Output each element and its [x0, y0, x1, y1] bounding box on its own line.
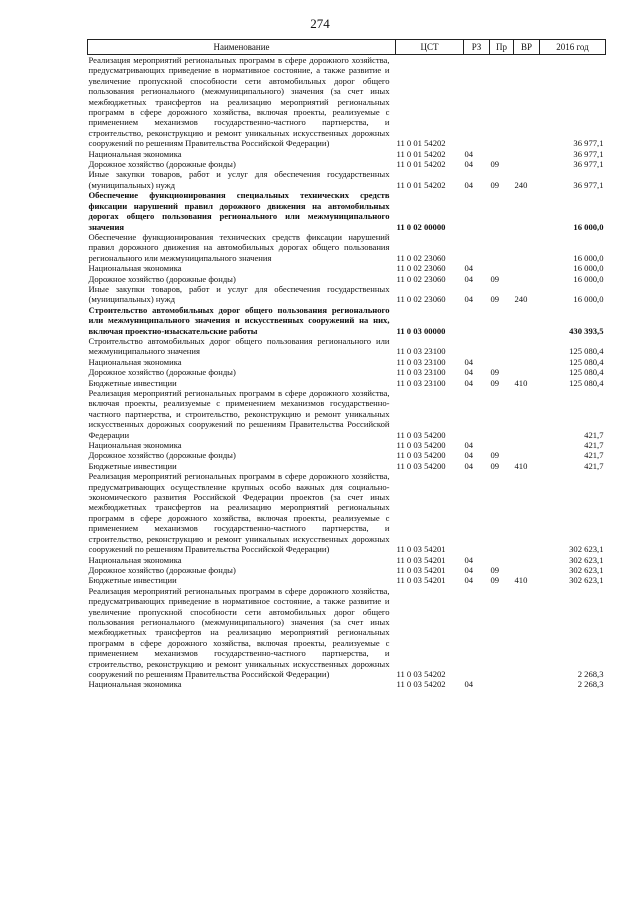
- cell-cst: 11 0 03 23100: [396, 346, 446, 357]
- cell-cst: 11 0 02 23060: [396, 273, 446, 284]
- cell-cst: 11 0 03 54200: [396, 440, 446, 451]
- table-row: [88, 232, 606, 263]
- cell-pr: 09: [490, 179, 500, 190]
- cell-rz: 04: [464, 263, 474, 274]
- cell-name: Строительство автомобильных дорог общего пользования регионального или межмуниципального значения: [88, 335, 390, 357]
- table-row: [88, 388, 606, 440]
- cell-cst: 11 0 01 54202: [396, 148, 446, 159]
- cell-pr: [490, 263, 514, 273]
- cell-rz: 04: [464, 367, 474, 378]
- cell-name: Дорожное хозяйство (дорожные фонды): [88, 450, 236, 461]
- cell-vr: [514, 679, 540, 689]
- cell-cst: 11 0 02 00000: [396, 221, 446, 232]
- cell-value: 36 977,1: [573, 138, 604, 149]
- cell-vr: [514, 55, 540, 149]
- table-row: [88, 357, 606, 367]
- cell-name: Бюджетные инвестиции: [88, 377, 177, 388]
- cell-value: 421,7: [584, 460, 604, 471]
- table-header: [88, 40, 606, 55]
- cell-rz: 04: [464, 377, 474, 388]
- cell-vr: 240: [514, 294, 528, 305]
- cell-rz: [464, 586, 490, 680]
- cell-value: 2 268,3: [577, 668, 604, 679]
- cell-vr: [514, 586, 540, 680]
- cell-value: 302 623,1: [569, 554, 604, 565]
- table-row: [88, 274, 606, 284]
- cell-name: Национальная экономика: [88, 554, 182, 565]
- cell-cst: 11 0 03 23100: [396, 377, 446, 388]
- cell-pr: [490, 190, 514, 232]
- cell-pr: 09: [490, 575, 500, 586]
- cell-pr: [490, 305, 514, 336]
- cell-pr: [490, 471, 514, 554]
- table-row: [88, 367, 606, 377]
- cell-cst: 11 0 03 54201: [396, 554, 446, 565]
- table-row: [88, 450, 606, 460]
- cell-name: Обеспечение функционирования специальных технических средств фиксации нарушений правил дорожного движения на автомобильных дорогах общего пользования регионального или межмуниципального значения: [88, 190, 390, 232]
- cell-name: Дорожное хозяйство (дорожные фонды): [88, 564, 236, 575]
- cell-rz: [464, 232, 490, 263]
- table-row: [88, 284, 606, 305]
- cell-name: Обеспечение функционирования технических средств фиксации нарушений правил дорожного движения на автомобильных дорогах общего пользования регионального или межмуниципального значения: [88, 231, 390, 263]
- cell-cst: 11 0 03 54200: [396, 460, 446, 471]
- table-row: [88, 575, 606, 585]
- table-body: [88, 55, 606, 690]
- cell-name: Национальная экономика: [88, 263, 182, 274]
- cell-name: Бюджетные инвестиции: [88, 575, 177, 586]
- cell-pr: [490, 440, 514, 450]
- table-row: [88, 305, 606, 336]
- cell-value: 16 000,0: [573, 273, 604, 284]
- cell-name: Национальная экономика: [88, 679, 182, 690]
- cell-rz: [464, 336, 490, 357]
- cell-vr: [514, 159, 540, 169]
- cell-vr: [514, 367, 540, 377]
- cell-name: Строительство автомобильных дорог общего пользования регионального или межмуниципального значения и искусственных сооружений на них, включая проектно-изыскательские работы: [88, 304, 390, 336]
- header-row: [88, 40, 606, 55]
- cell-pr: 09: [490, 367, 500, 378]
- cell-value: 302 623,1: [569, 564, 604, 575]
- cell-vr: [514, 565, 540, 575]
- cell-pr: [490, 357, 514, 367]
- table-row: [88, 555, 606, 565]
- cell-value: 125 080,4: [569, 346, 604, 357]
- cell-pr: [490, 586, 514, 680]
- cell-vr: [514, 232, 540, 263]
- cell-cst: 11 0 03 54200: [396, 450, 446, 461]
- cell-pr: [490, 336, 514, 357]
- cell-pr: [490, 679, 514, 689]
- cell-value: 36 977,1: [573, 159, 604, 170]
- cell-vr: [514, 305, 540, 336]
- cell-rz: [464, 388, 490, 440]
- cell-name: Дорожное хозяйство (дорожные фонды): [88, 367, 236, 378]
- cell-name: Бюджетные инвестиции: [88, 460, 177, 471]
- table-row: [88, 471, 606, 554]
- cell-cst: 11 0 03 54202: [396, 668, 446, 679]
- cell-vr: [514, 471, 540, 554]
- cell-value: 125 080,4: [569, 377, 604, 388]
- cell-value: 16 000,0: [573, 263, 604, 274]
- cell-value: 36 977,1: [573, 179, 604, 190]
- cell-rz: 04: [464, 356, 474, 367]
- cell-name: Иные закупки товаров, работ и услуг для обеспечения государственных (муниципальных) нужд: [88, 283, 390, 305]
- cell-cst: 11 0 03 00000: [396, 325, 446, 336]
- cell-value: 125 080,4: [569, 356, 604, 367]
- cell-name: Реализация мероприятий региональных программ в сфере дорожного хозяйства, предусматривающих приведение в нормативное состояние, а также развитие и увеличение пропускной способности сети автомобильных дорог общего пользования регионального (межмуниципального) значения (за счет иных межбюджетных трансфертов на реализацию мероприятий региональных программ в сфере дорожного хозяйства, включая проекты, реализуемые с применением механизмов государственно-частного партнерства, и строительство, реконструкцию и ремонт уникальных искусственных дорожных сооружений по решениям Правительства Российской Федерации): [88, 585, 390, 679]
- header-vr: ВР: [514, 40, 540, 55]
- cell-rz: 04: [464, 148, 474, 159]
- cell-value: 302 623,1: [569, 575, 604, 586]
- cell-cst: 11 0 03 23100: [396, 356, 446, 367]
- cell-pr: 09: [490, 294, 500, 305]
- cell-rz: [464, 305, 490, 336]
- table-row: [88, 169, 606, 190]
- cell-pr: [490, 232, 514, 263]
- cell-rz: 04: [464, 450, 474, 461]
- table-row: [88, 679, 606, 689]
- table-row: [88, 159, 606, 169]
- cell-vr: [514, 263, 540, 273]
- cell-rz: 04: [464, 564, 474, 575]
- cell-value: 430 393,5: [569, 325, 604, 336]
- table-row: [88, 378, 606, 388]
- cell-cst: 11 0 02 23060: [396, 263, 446, 274]
- cell-rz: 04: [464, 294, 474, 305]
- table-row: [88, 440, 606, 450]
- cell-cst: 11 0 03 54201: [396, 564, 446, 575]
- cell-vr: [514, 440, 540, 450]
- budget-table: [87, 39, 606, 690]
- cell-rz: [464, 190, 490, 232]
- cell-cst: 11 0 03 54202: [396, 679, 446, 690]
- cell-cst: 11 0 02 23060: [396, 252, 446, 263]
- cell-value: 302 623,1: [569, 544, 604, 555]
- cell-pr: 09: [490, 460, 500, 471]
- cell-rz: [464, 55, 490, 149]
- cell-value: 125 080,4: [569, 367, 604, 378]
- cell-name: Реализация мероприятий региональных программ в сфере дорожного хозяйства, предусматривающих приведение в нормативное состояние, а также развитие и увеличение пропускной способности сети автомобильных дорог общего пользования регионального (межмуниципального) значения (за счет иных межбюджетных трансфертов на реализацию мероприятий региональных программ в сфере дорожного хозяйства, включая проекты, реализуемые с применением механизмов государственно-частного партнерства, и строительство, реконструкцию и ремонт уникальных искусственных дорожных сооружений по решениям Правительства Российской Федерации): [88, 55, 390, 149]
- cell-cst: 11 0 03 54200: [396, 429, 446, 440]
- table-row: [88, 565, 606, 575]
- table-row: [88, 55, 606, 149]
- cell-pr: [490, 388, 514, 440]
- cell-name: Реализация мероприятий региональных программ в сфере дорожного хозяйства, предусматривающих осуществление крупных особо важных для социально-экономического развития Российской Федерации проектов (за счет иных межбюджетных трансфертов на реализацию мероприятий региональных программ в сфере дорожного хозяйства, включая проекты, реализуемые с применением механизмов государственно-частного партнерства, и строительство, реконструкцию и ремонт уникальных искусственных дорожных сооружений по решениям Правительства Российской Федерации): [88, 471, 390, 555]
- cell-name: Национальная экономика: [88, 356, 182, 367]
- cell-rz: [464, 471, 490, 554]
- cell-vr: 410: [514, 377, 528, 388]
- cell-vr: [514, 190, 540, 232]
- cell-name: Дорожное хозяйство (дорожные фонды): [88, 159, 236, 170]
- cell-vr: [514, 555, 540, 565]
- cell-value: 16 000,0: [573, 221, 604, 232]
- cell-vr: [514, 388, 540, 440]
- table-row: [88, 586, 606, 680]
- cell-cst: 11 0 01 54202: [396, 159, 446, 170]
- table-row: [88, 461, 606, 471]
- cell-vr: [514, 336, 540, 357]
- table-row: [88, 336, 606, 357]
- cell-vr: 410: [514, 575, 528, 586]
- header-rz: РЗ: [464, 40, 490, 55]
- cell-name: Дорожное хозяйство (дорожные фонды): [88, 273, 236, 284]
- table-row: [88, 149, 606, 159]
- cell-rz: 04: [464, 159, 474, 170]
- cell-rz: 04: [464, 679, 474, 690]
- cell-value: 421,7: [584, 450, 604, 461]
- cell-pr: [490, 149, 514, 159]
- cell-rz: 04: [464, 179, 474, 190]
- cell-value: 16 000,0: [573, 252, 604, 263]
- cell-vr: [514, 357, 540, 367]
- header-name: Наименование: [88, 40, 396, 55]
- cell-pr: 09: [490, 273, 500, 284]
- cell-rz: 04: [464, 554, 474, 565]
- cell-value: 36 977,1: [573, 148, 604, 159]
- table-row: [88, 190, 606, 232]
- cell-rz: 04: [464, 460, 474, 471]
- cell-pr: [490, 55, 514, 149]
- cell-rz: 04: [464, 273, 474, 284]
- cell-rz: 04: [464, 440, 474, 451]
- cell-cst: 11 0 02 23060: [396, 294, 446, 305]
- cell-pr: 09: [490, 377, 500, 388]
- cell-rz: 04: [464, 575, 474, 586]
- cell-cst: 11 0 03 23100: [396, 367, 446, 378]
- cell-pr: 09: [490, 159, 500, 170]
- cell-cst: 11 0 03 54201: [396, 575, 446, 586]
- cell-cst: 11 0 01 54202: [396, 179, 446, 190]
- cell-name: Национальная экономика: [88, 148, 182, 159]
- cell-value: 2 268,3: [577, 679, 604, 690]
- cell-pr: 09: [490, 564, 500, 575]
- cell-vr: 240: [514, 179, 528, 190]
- cell-cst: 11 0 01 54202: [396, 138, 446, 149]
- cell-name: Иные закупки товаров, работ и услуг для обеспечения государственных (муниципальных) нужд: [88, 169, 390, 190]
- header-pr: Пр: [490, 40, 514, 55]
- cell-value: 421,7: [584, 440, 604, 451]
- cell-pr: 09: [490, 450, 500, 461]
- cell-name: Национальная экономика: [88, 440, 182, 451]
- cell-cst: 11 0 03 54201: [396, 544, 446, 555]
- cell-vr: [514, 149, 540, 159]
- table-row: [88, 263, 606, 273]
- cell-value: 16 000,0: [573, 294, 604, 305]
- cell-vr: 410: [514, 460, 528, 471]
- header-cst: ЦСТ: [396, 40, 464, 55]
- cell-value: 421,7: [584, 429, 604, 440]
- cell-pr: [490, 555, 514, 565]
- header-year: 2016 год: [540, 40, 606, 55]
- cell-vr: [514, 274, 540, 284]
- page-number: 274: [310, 16, 330, 31]
- cell-name: Реализация мероприятий региональных программ в сфере дорожного хозяйства, включая проекты, реализуемые с применением механизмов государственно-частного партнерства, и строительство, реконструкцию и ремонт уникальных искусственных дорожных сооружений по решениям Правительства Российской Федерации: [88, 388, 390, 440]
- cell-vr: [514, 450, 540, 460]
